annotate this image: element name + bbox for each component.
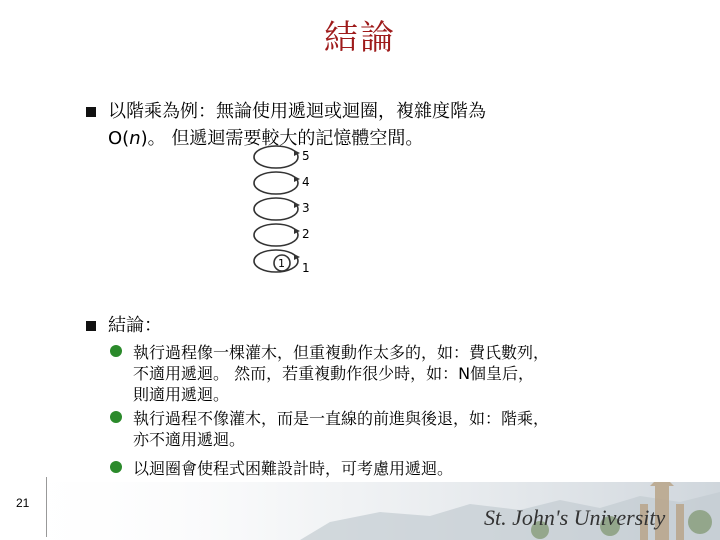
bullet1-text2: )。 但遞迴需要較大的記憶體空間。 <box>140 128 424 149</box>
square-bullet-icon <box>86 321 96 331</box>
item1-line2: 不適用遞迴。 然而，若重複動作很少時，如：N個皇后， <box>133 364 535 383</box>
bullet2-label <box>86 311 162 337</box>
item3-line1: 以迴圈會使程式困難設計時，可考慮用遞迴。 <box>133 459 454 478</box>
call-ellipse-5 <box>254 146 298 168</box>
footer-divider <box>46 477 47 537</box>
bullet1-n: n <box>129 128 141 149</box>
item1-line1: 執行過程像一棵灌木，但重複動作太多的，如：費氏數列， <box>133 343 550 362</box>
item2-line2: 亦不適用遞迴。 <box>133 430 246 449</box>
green-dot-icon <box>110 345 122 357</box>
call-ellipse-4 <box>254 172 298 194</box>
diagram-circled-num: 1 <box>278 257 285 270</box>
university-name: St. John's University <box>484 505 666 530</box>
green-dot-icon <box>110 411 122 423</box>
bullet2-text: 結論： <box>108 315 162 336</box>
diagram-num: 2 <box>302 227 310 241</box>
diagram-num: 3 <box>302 201 310 215</box>
recursion-diagram <box>240 140 330 280</box>
page-number: 21 <box>16 496 30 510</box>
call-ellipse-3 <box>254 198 298 220</box>
diagram-num: 1 <box>302 261 310 275</box>
call-ellipse-2 <box>254 224 298 246</box>
diagram-num: 5 <box>302 149 310 163</box>
bullet1-big-o: O( <box>108 128 130 149</box>
square-bullet-icon <box>86 107 96 117</box>
item1-line3: 則適用遞迴。 <box>133 385 230 404</box>
slide-title: 結論 <box>324 18 396 58</box>
bullet1-line1 <box>86 97 486 123</box>
green-dot-icon <box>110 461 122 473</box>
item2-line1: 執行過程不像灌木，而是一直線的前進與後退，如：階乘， <box>133 409 550 428</box>
diagram-num: 4 <box>302 175 310 189</box>
bullet1-text1: 以階乘為例：無論使用遞迴或迴圈，複雜度階為 <box>108 101 486 122</box>
